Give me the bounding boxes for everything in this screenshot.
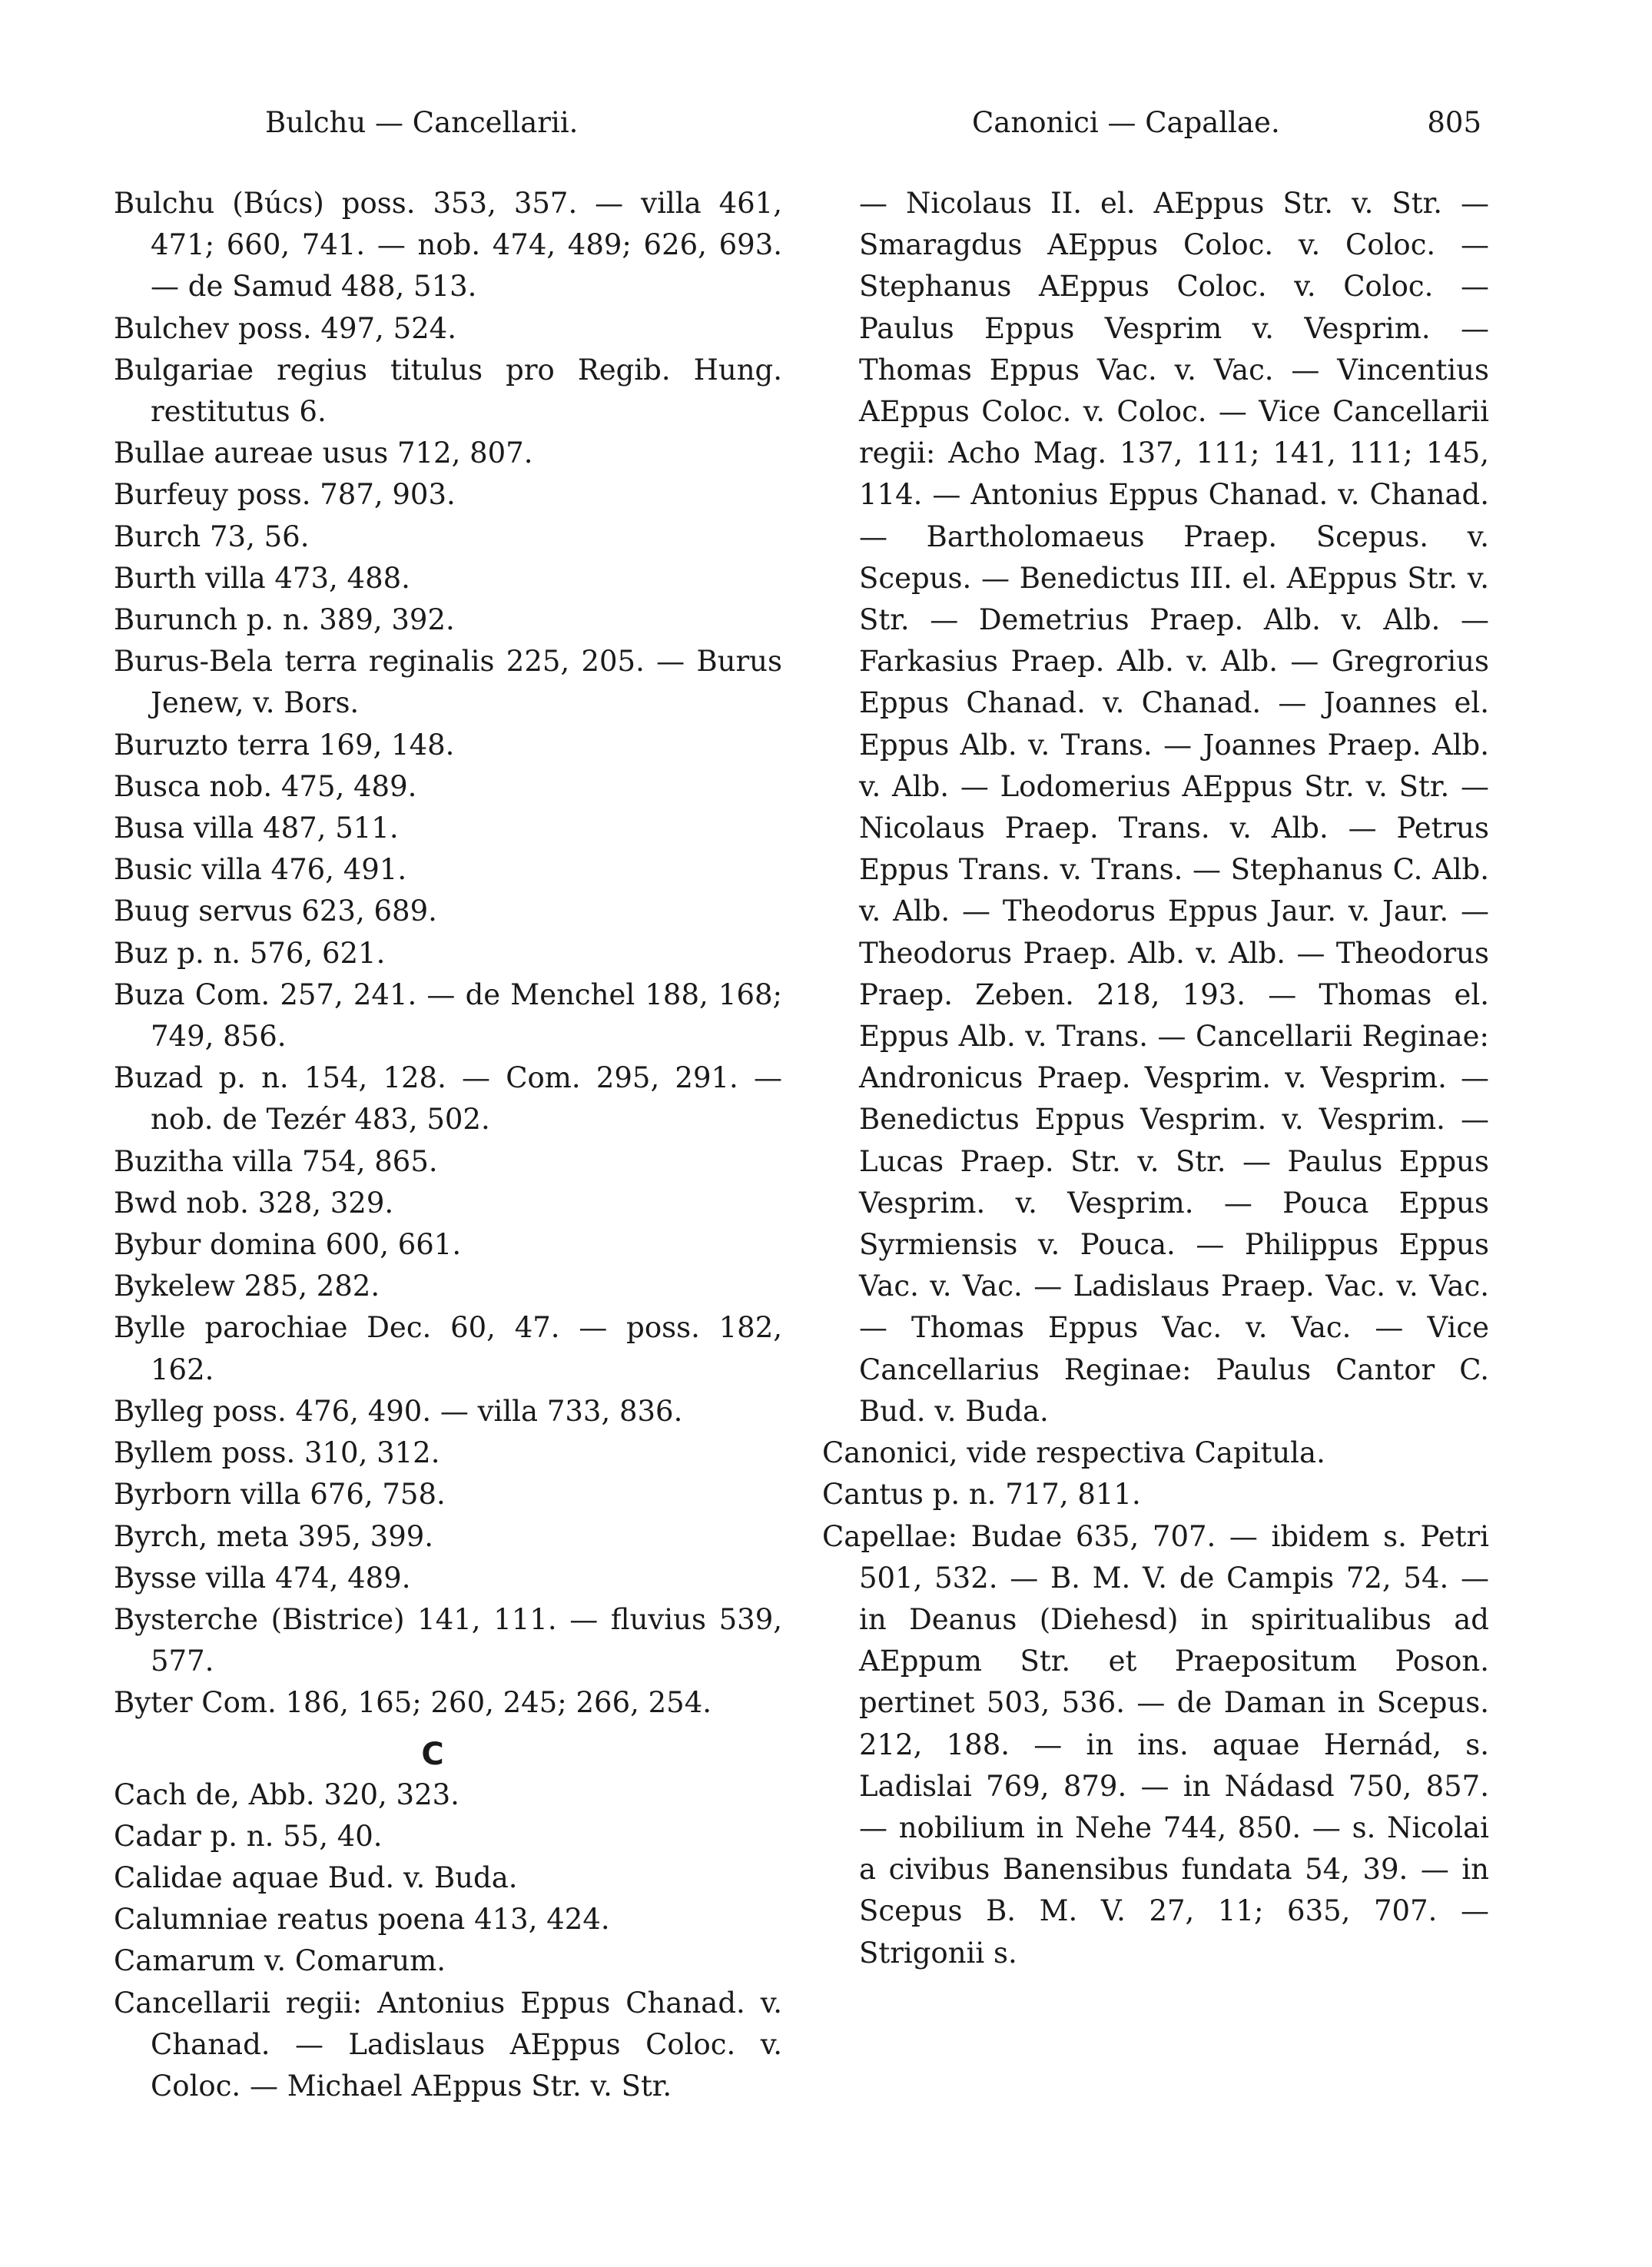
index-entry: Byllem poss. 310, 312. — [114, 1436, 440, 1470]
index-entry: Canonici, vide respectiva Capitula. — [822, 1436, 1325, 1470]
index-entry: Byrch, meta 395, 399. — [114, 1519, 434, 1553]
index-entry: Buza Com. 257, 241. — de Menchel 188, 168; 749, 856. — [114, 977, 782, 1054]
header-middle: Canonici — Capallae. — [972, 106, 1280, 139]
index-entry: Bylle parochiae Dec. 60, 47. — poss. 182, 162. — [114, 1311, 782, 1386]
index-entry: Bulchev poss. 497, 524. — [114, 311, 456, 345]
index-entry: Byrborn villa 676, 758. — [114, 1478, 446, 1512]
index-entry: Buzad p. n. 154, 128. — Com. 295, 291. — nob. de Tezér 483, 502. — [114, 1061, 782, 1137]
header-left: Bulchu — Cancellarii. — [265, 106, 579, 139]
index-entry: Burch 73, 56. — [114, 519, 310, 553]
page-number: 805 — [1427, 106, 1481, 139]
left-column — [114, 183, 782, 2107]
index-entry: Calidae aquae Bud. v. Buda. — [114, 1860, 518, 1894]
index-entry: Bysterche (Bistrice) 141, 111. — fluvius 539, 577. — [114, 1602, 782, 1678]
index-entry: Bulchu (Búcs) poss. 353, 357. — villa 461, 471; 660, 741. — nob. 474, 489; 626, 693. — de Samud 488, 513. — [114, 187, 782, 304]
index-entry: Burfeuy poss. 787, 903. — [114, 478, 456, 512]
index-entry: Busca nob. 475, 489. — [114, 769, 417, 803]
index-entry: Cantus p. n. 717, 811. — [822, 1478, 1141, 1512]
index-entry: Calumniae reatus poena 413, 424. — [114, 1903, 610, 1937]
index-entry: Bullae aureae usus 712, 807. — [114, 436, 533, 470]
section-letter: C — [421, 1736, 444, 1772]
index-entry: Buzitha villa 754, 865. — [114, 1144, 438, 1178]
index-entry: Bybur domina 600, 661. — [114, 1228, 462, 1262]
index-entry: Buug servus 623, 689. — [114, 895, 437, 928]
index-entry: Bwd nob. 328, 329. — [114, 1186, 394, 1220]
index-entry: Burus-Bela terra reginalis 225, 205. — Burus Jenew, v. Bors. — [114, 645, 782, 720]
index-entry: Busa villa 487, 511. — [114, 812, 399, 845]
index-entry: Bysse villa 474, 489. — [114, 1561, 411, 1595]
index-entry: Capellae: Budae 635, 707. — ibidem s. Petri 501, 532. — B. M. V. de Campis 72, 54. — in Deanus (Diehesd) in spiritualibus ad AEppum Str. et Praepositum Poson. pertinet 503, 536. — de Daman in Scepus. 212, 188. — in ins. aquae Hernád, s. Ladislai 769, 879. — in Nádasd 750, 857. — nobilium in Nehe 744, 850. — s. Nicolai a civibus Banensibus fundata 54, 39. — in Scepus B. M. V. 27, 11; 635, 707. — Strigonii s. — [822, 1519, 1489, 1970]
index-entry: Bulgariae regius titulus pro Regib. Hung. restitutus 6. — [114, 353, 782, 429]
index-entry: Buruzto terra 169, 148. — [114, 728, 455, 762]
index-entry: Burth villa 473, 488. — [114, 561, 410, 595]
index-entry: Byter Com. 186, 165; 260, 245; 266, 254. — [114, 1686, 712, 1720]
index-entry: Buz p. n. 576, 621. — [114, 936, 386, 970]
index-entry: Cadar p. n. 55, 40. — [114, 1819, 383, 1853]
index-entry: Bylleg poss. 476, 490. — villa 733, 836. — [114, 1394, 683, 1428]
running-header — [0, 106, 1652, 152]
index-entry: Burunch p. n. 389, 392. — [114, 603, 455, 637]
index-entry: Camarum v. Comarum. — [114, 1944, 446, 1978]
index-entry: Cach de, Abb. 320, 323. — [114, 1777, 459, 1811]
index-entry: Bykelew 285, 282. — [114, 1270, 380, 1303]
index-entry: Cancellarii regii: Antonius Eppus Chanad. v. Chanad. — Ladislaus AEppus Coloc. v. Coloc. — Michael AEppus Str. v. Str. — [114, 1986, 782, 2103]
index-entry: Busic villa 476, 491. — [114, 853, 407, 887]
index-entry-continuation: — Nicolaus II. el. AEppus Str. v. Str. — Smaragdus AEppus Coloc. v. Coloc. — Stephanus AEppus Coloc. v. Coloc. — Paulus Eppus Vesprim v. Vesprim. — Thomas Eppus Vac. v. Vac. — Vincentius AEppus Coloc. v. Coloc. — Vice Cancellarii regii: Acho Mag. 137, 111; 141, 111; 145, 114. — Antonius Eppus Chanad. v. Chanad. — Bartholomaeus Praep. Scepus. v. Scepus. — Benedictus III. el. AEppus Str. v. Str. — Demetrius Praep. Alb. v. Alb. — Farkasius Praep. Alb. v. Alb. — Gregrorius Eppus Chanad. v. Chanad. — Joannes el. Eppus Alb. v. Trans. — Joannes Praep. Alb. v. Alb. — Lodomerius AEppus Str. v. Str. — Nicolaus Praep. Trans. v. Alb. — Petrus Eppus Trans. v. Trans. — Stephanus C. Alb. v. Alb. — Theodorus Eppus Jaur. v. Jaur. — Theodorus Praep. Alb. v. Alb. — Theodorus Praep. Zeben. 218, 193. — Thomas el. Eppus Alb. v. Trans. — Cancellarii Reginae: Andronicus Praep. Vesprim. v. Vesprim. — Benedictus Eppus Vesprim. v. Vesprim. — Lucas Praep. Str. v. Str. — Paulus Eppus Vesprim. v. Vesprim. — Pouca Eppus Syrmiensis v. Pouca. — Philippus Eppus Vac. v. Vac. — Ladislaus Praep. Vac. v. Vac. — Thomas Eppus Vac. v. Vac. — Vice Cancellarius Reginae: Paulus Cantor C. Bud. v. Buda. — [859, 187, 1489, 1428]
right-column — [822, 183, 1489, 1974]
